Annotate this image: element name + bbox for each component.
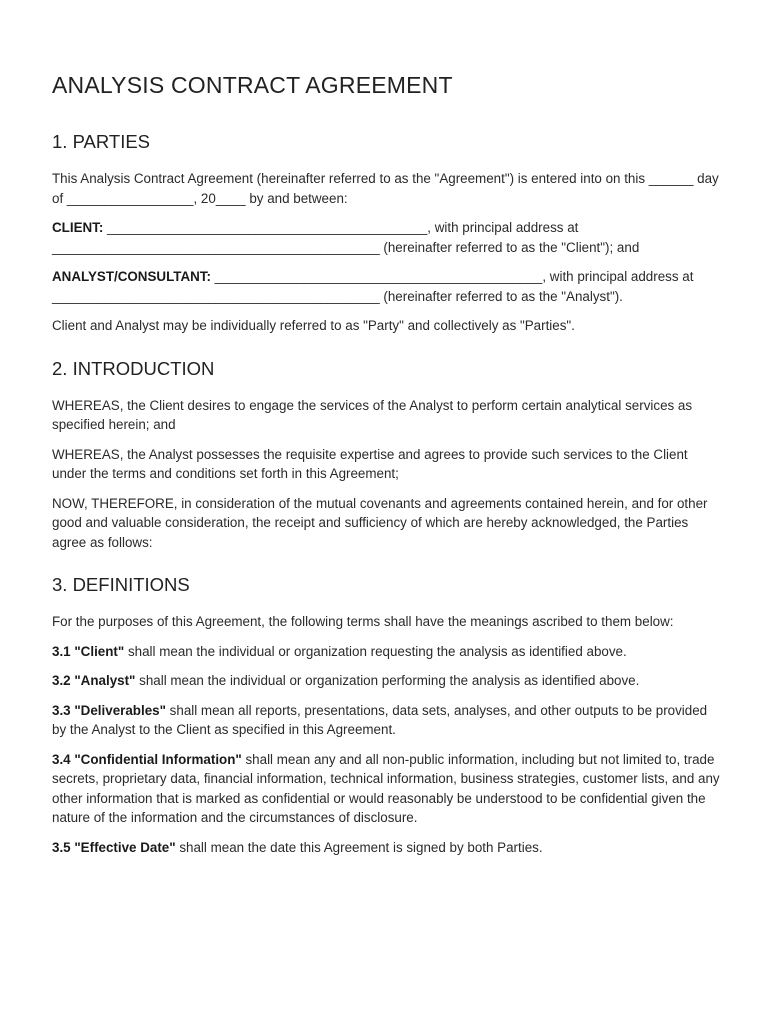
whereas-clause-1: WHEREAS, the Client desires to engage the services of the Analyst to perform certain analytical services as specified herein; and [52, 397, 693, 432]
definition-text: shall mean all reports, presentations, data sets, analyses, and other outputs to be provided by the Analyst to the Client as specified in this Agreement. [52, 702, 708, 737]
definition-text: shall mean the individual or organization requesting the analysis as identified above. [124, 643, 627, 659]
section-definitions [52, 574, 722, 857]
definition-text: shall mean the individual or organization performing the analysis as identified above. [135, 673, 640, 688]
therefore-clause: NOW, THEREFORE, in consideration of the mutual covenants and agreements contained herein, and for other good and valuable consideration, the receipt and sufficiency of which are hereby acknowledged, the Parties agree as follows: [52, 495, 708, 550]
definition-item [52, 671, 722, 691]
section-heading-definitions: 3. DEFINITIONS [52, 574, 190, 595]
whereas-clause-2: WHEREAS, the Analyst possesses the requisite expertise and agrees to provide such services to the Client under the terms and conditions set forth in this Agreement; [52, 446, 688, 481]
definition-text: shall mean any and all non-public information, including but not limited to, trade secrets, proprietary data, financial information, technical information, business strategies, customer lists, and any other information that is marked as confidential or would reasonably be understood to be confidential given the nature of the information and the circumstances of disclosure. [52, 751, 720, 825]
analyst-label: ANALYST/CONSULTANT: [52, 269, 211, 284]
definition-term: 3.1 "Client" [52, 643, 125, 659]
client-text: ___________________________________________, with principal address at ____________________________________________ (hereinafter referred to as the "Client"); and [52, 220, 640, 255]
document-title: ANALYSIS CONTRACT AGREEMENT [52, 72, 453, 98]
client-clause [52, 218, 722, 257]
analyst-text: ____________________________________________, with principal address at ____________________________________________ (hereinafter referred to as the "Analyst"). [52, 269, 694, 304]
definition-item [52, 838, 722, 858]
parties-collective: Client and Analyst may be individually referred to as "Party" and collectively as "Parties". [52, 318, 575, 333]
definition-term: 3.3 "Deliverables" [52, 702, 166, 718]
parties-intro: This Analysis Contract Agreement (hereinafter referred to as the "Agreement") is entered into on this ______ day of _________________, 20____ by and between: [52, 171, 719, 206]
section-heading-parties: 1. PARTIES [52, 131, 151, 152]
definition-term: 3.5 "Effective Date" [52, 839, 176, 855]
definition-term: 3.4 "Confidential Information" [52, 751, 242, 767]
section-heading-introduction: 2. INTRODUCTION [52, 357, 215, 379]
definition-item [52, 701, 722, 740]
section-introduction [52, 358, 722, 553]
definition-text: shall mean the date this Agreement is signed by both Parties. [175, 839, 543, 855]
section-parties [52, 131, 722, 336]
analyst-clause [52, 267, 722, 306]
definition-item [52, 750, 722, 828]
client-label: CLIENT: [52, 220, 104, 235]
definition-term: 3.2 "Analyst" [52, 673, 136, 688]
definition-item [52, 642, 722, 662]
definitions-intro: For the purposes of this Agreement, the following terms shall have the meanings ascribed to them below: [52, 614, 674, 629]
